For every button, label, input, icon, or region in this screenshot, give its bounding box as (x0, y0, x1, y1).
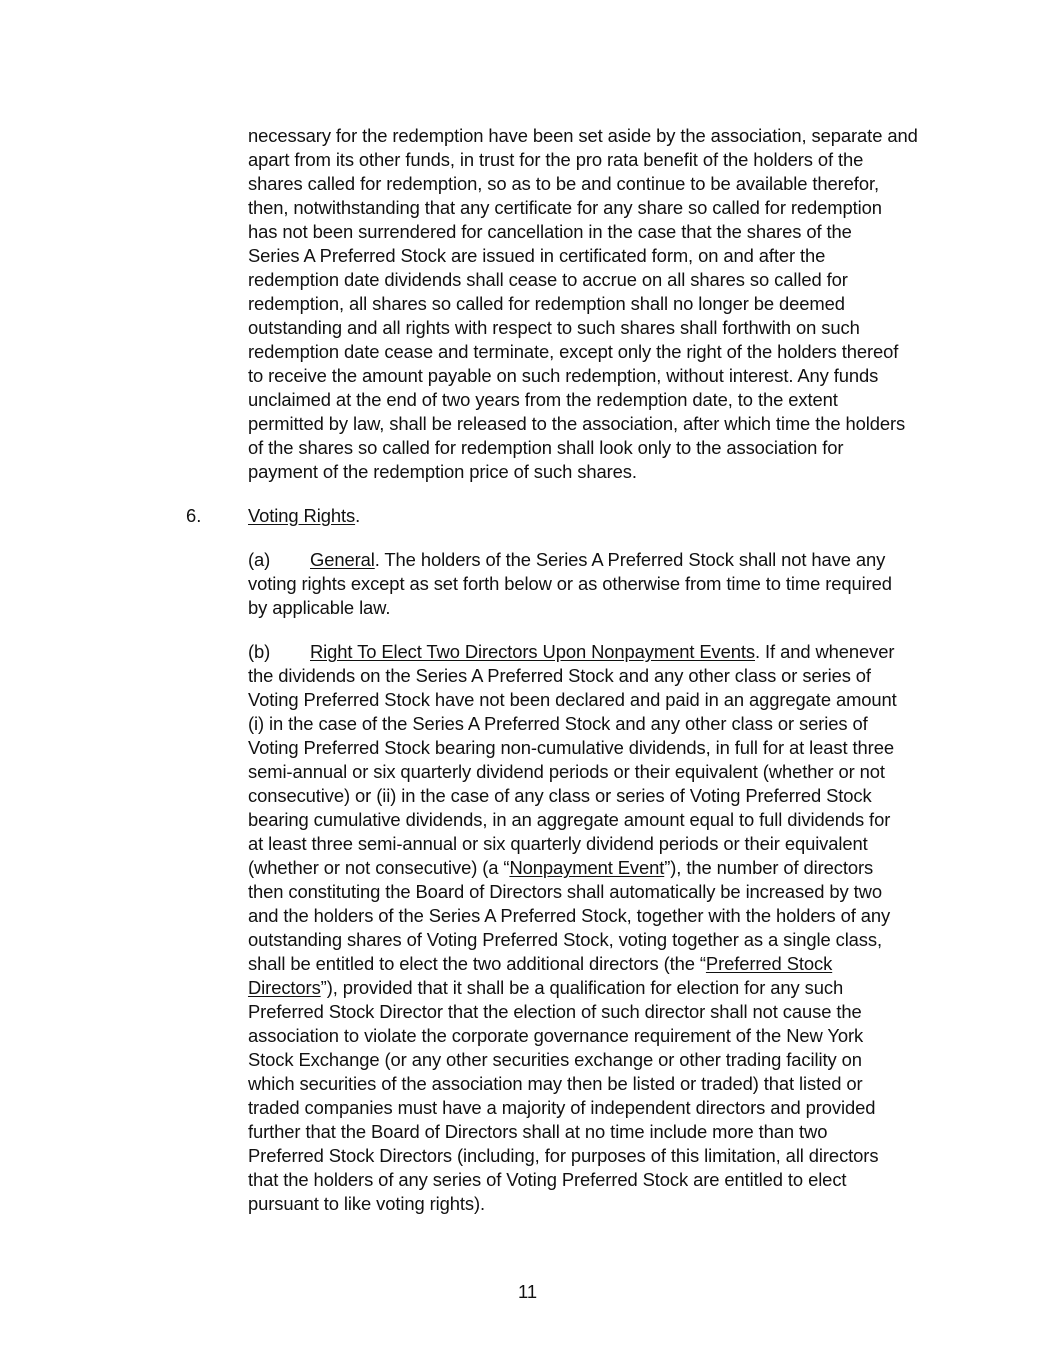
paragraph-line: payment of the redemption price of such shares. (248, 461, 637, 482)
line-text: shall be entitled to elect the two additional directors (the “ (248, 953, 706, 974)
paragraph-line: redemption date dividends shall cease to accrue on all shares so called for (248, 269, 848, 290)
paragraph-line: by applicable law. (248, 597, 391, 618)
paragraph-line: bearing cumulative dividends, in an aggregate amount equal to full dividends for (248, 809, 891, 830)
defined-term: Directors (248, 977, 321, 998)
paragraph-line: then constituting the Board of Directors shall automatically be increased by two (248, 881, 882, 902)
page-number: 11 (517, 1281, 538, 1302)
paragraph-line: and the holders of the Series A Preferred Stock, together with the holders of any (248, 905, 891, 926)
paragraph-line: permitted by law, shall be released to the association, after which time the holders (248, 413, 906, 434)
paragraph-line: Preferred Stock Directors (including, for purposes of this limitation, all directors (248, 1145, 879, 1166)
preferred-stock-directors-line (248, 952, 832, 976)
subsection-a-first-line (248, 548, 885, 572)
paragraph-line: (i) in the case of the Series A Preferred Stock and any other class or series of (248, 713, 868, 734)
subsection-label: (a) (248, 549, 271, 570)
section-heading-title: Voting Rights (248, 505, 356, 526)
defined-term: Nonpayment Event (509, 857, 665, 878)
paragraph-line: of the shares so called for redemption shall look only to the association for (248, 437, 844, 458)
paragraph-line: outstanding and all rights with respect to such shares shall forthwith on such (248, 317, 860, 338)
paragraph-line: that the holders of any series of Voting Preferred Stock are entitled to elect (248, 1169, 847, 1190)
paragraph-line: association to violate the corporate governance requirement of the New York (248, 1025, 864, 1046)
paragraph-line: shares called for redemption, so as to be and continue to be available therefor, (248, 173, 879, 194)
paragraph-line: unclaimed at the end of two years from the redemption date, to the extent (248, 389, 838, 410)
paragraph-line: voting rights except as set forth below or as otherwise from time to time required (248, 573, 892, 594)
paragraph-line: Series A Preferred Stock are issued in certificated form, on and after the (248, 245, 826, 266)
subsection-b-first-line (248, 640, 894, 664)
paragraph-line: redemption, all shares so called for redemption shall no longer be deemed (248, 293, 845, 314)
paragraph-line: then, notwithstanding that any certificate for any share so called for redemption (248, 197, 882, 218)
paragraph-line: outstanding shares of Voting Preferred Stock, voting together as a single class, (248, 929, 883, 950)
paragraph-line: consecutive) or (ii) in the case of any class or series of Voting Preferred Stock (248, 785, 872, 806)
paragraph-line: Voting Preferred Stock bearing non-cumulative dividends, in full for at least three (248, 737, 894, 758)
paragraph-line: at least three semi-annual or six quarterly dividend periods or their equivalent (248, 833, 868, 854)
paragraph-line: to receive the amount payable on such redemption, without interest. Any funds (248, 365, 879, 386)
section-heading (248, 504, 360, 528)
paragraph-line: apart from its other funds, in trust for the pro rata benefit of the holders of the (248, 149, 864, 170)
subsection-text: . If and whenever (755, 641, 895, 662)
section-heading-suffix: . (355, 505, 361, 526)
paragraph-line: pursuant to like voting rights). (248, 1193, 486, 1214)
section-number: 6. (186, 505, 202, 526)
paragraph-line: Voting Preferred Stock have not been declared and paid in an aggregate amount (248, 689, 897, 710)
subsection-title: General (310, 549, 375, 570)
line-text: (whether or not consecutive) (a “ (248, 857, 510, 878)
paragraph-line: which securities of the association may then be listed or traded) that listed or (248, 1073, 863, 1094)
paragraph-line: Stock Exchange (or any other securities exchange or other trading facility on (248, 1049, 862, 1070)
line-text: ”), provided that it shall be a qualification for election for any such (320, 977, 844, 998)
nonpayment-event-line (248, 856, 873, 880)
subsection-text: . The holders of the Series A Preferred Stock shall not have any (374, 549, 886, 570)
paragraph-line: semi-annual or six quarterly dividend periods or their equivalent (whether or not (248, 761, 885, 782)
paragraph-line: further that the Board of Directors shall at no time include more than two (248, 1121, 828, 1142)
paragraph-line: Preferred Stock Director that the election of such director shall not cause the (248, 1001, 862, 1022)
paragraph-line: necessary for the redemption have been set aside by the association, separate and (248, 125, 918, 146)
subsection-title: Right To Elect Two Directors Upon Nonpayment Events (310, 641, 756, 662)
paragraph-line: has not been surrendered for cancellation in the case that the shares of the (248, 221, 852, 242)
defined-term: Preferred Stock (705, 953, 833, 974)
subsection-label: (b) (248, 641, 271, 662)
paragraph-line: traded companies must have a majority of independent directors and provided (248, 1097, 876, 1118)
preferred-stock-directors-line-cont (248, 976, 843, 1000)
line-text: ”), the number of directors (664, 857, 874, 878)
paragraph-line: redemption date cease and terminate, except only the right of the holders thereof (248, 341, 899, 362)
paragraph-line: the dividends on the Series A Preferred Stock and any other class or series of (248, 665, 871, 686)
